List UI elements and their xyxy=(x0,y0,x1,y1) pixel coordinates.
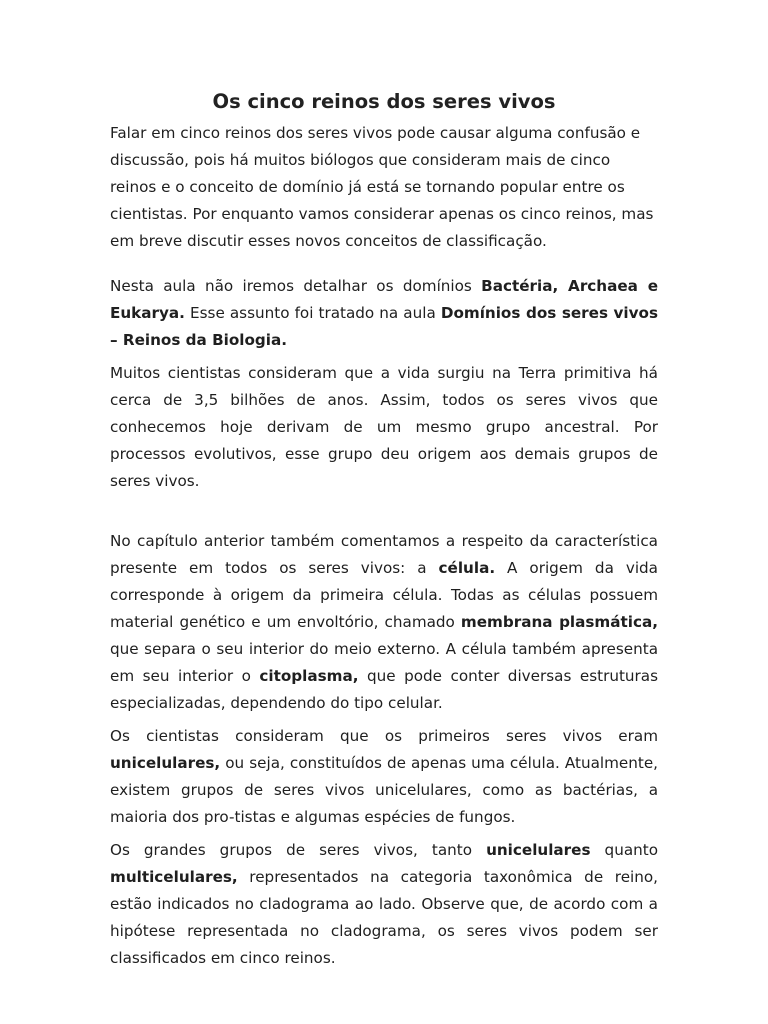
paragraph-text: Falar em cinco reinos dos seres vivos pode causar alguma confusão e discussão, pois há muitos biólogos que consideram mais de cinco reinos e o conceito de domínio já está se tornando popular entre os cientistas. Por enquanto vamos considerar apenas os cinco reinos, mas em breve discutir esses novos conceitos de classificação. xyxy=(110,124,654,250)
bold-term-lesson-title: Domínios dos seres vivos – Reinos da Biologia. xyxy=(110,304,659,349)
bold-term-unicellular: unicelulares xyxy=(486,841,591,859)
bold-term-membrane: membrana plasmática, xyxy=(460,613,658,631)
paragraph-text: A origem da vida corresponde à origem da primeira célula. Todas as células possuem material genético e um envoltório, chamado xyxy=(110,559,658,631)
bold-term-cell: célula. xyxy=(438,559,496,577)
paragraph-text: ou seja, constituídos de apenas uma célula. Atualmente, existem grupos de seres vivos unicelulares, como as bactérias, a maioria dos pro-tistas e algumas espécies de fungos. xyxy=(110,754,658,826)
paragraph-text: Nesta aula não iremos detalhar os domínios xyxy=(110,277,482,295)
paragraph-text: representados na categoria taxonômica de reino, estão indicados no cladograma ao lado. Observe que, de acordo com a hipótese representada no cladograma, os seres vivos podem ser classificados em cinco reinos. xyxy=(110,868,658,967)
paragraph-text: Esse assunto foi tratado na aula xyxy=(184,304,441,322)
paragraph-kingdoms xyxy=(110,837,658,972)
paragraph-text: Os cientistas consideram que os primeiros seres vivos eram xyxy=(110,727,658,745)
paragraph-cell xyxy=(110,528,658,717)
document-page xyxy=(110,87,658,972)
bold-term-cytoplasm: citoplasma, xyxy=(259,667,359,685)
paragraph-unicellular xyxy=(110,723,658,831)
paragraph-text: que pode conter diversas estruturas especializadas, dependendo do tipo celular. xyxy=(110,667,658,712)
document-title: Os cinco reinos dos seres vivos xyxy=(212,90,556,113)
paragraph-text: que separa o seu interior do meio externo. A célula também apresenta em seu interior o xyxy=(110,640,658,685)
bold-term-multicellular: multicelulares, xyxy=(110,868,238,886)
bold-term-unicellular: unicelulares, xyxy=(110,754,221,772)
paragraph-text: quanto xyxy=(590,841,658,859)
paragraph-text: Muitos cientistas consideram que a vida surgiu na Terra primitiva há cerca de 3,5 bilhões de anos. Assim, todos os seres vivos que conhecemos hoje derivam de um mesmo grupo ancestral. Por processos evolutivos, esse grupo deu origem aos demais grupos de seres vivos. xyxy=(110,364,658,490)
paragraph-intro xyxy=(110,120,658,255)
paragraph-origin-of-life xyxy=(110,360,658,495)
paragraph-text: No capítulo anterior também comentamos a respeito da característica presente em todos os seres vivos: a xyxy=(110,532,658,577)
bold-term-domains: Bactéria, Archaea e Eukarya. xyxy=(110,277,659,322)
paragraph-text: Os grandes grupos de seres vivos, tanto xyxy=(110,841,487,859)
paragraph-domains xyxy=(110,273,658,354)
